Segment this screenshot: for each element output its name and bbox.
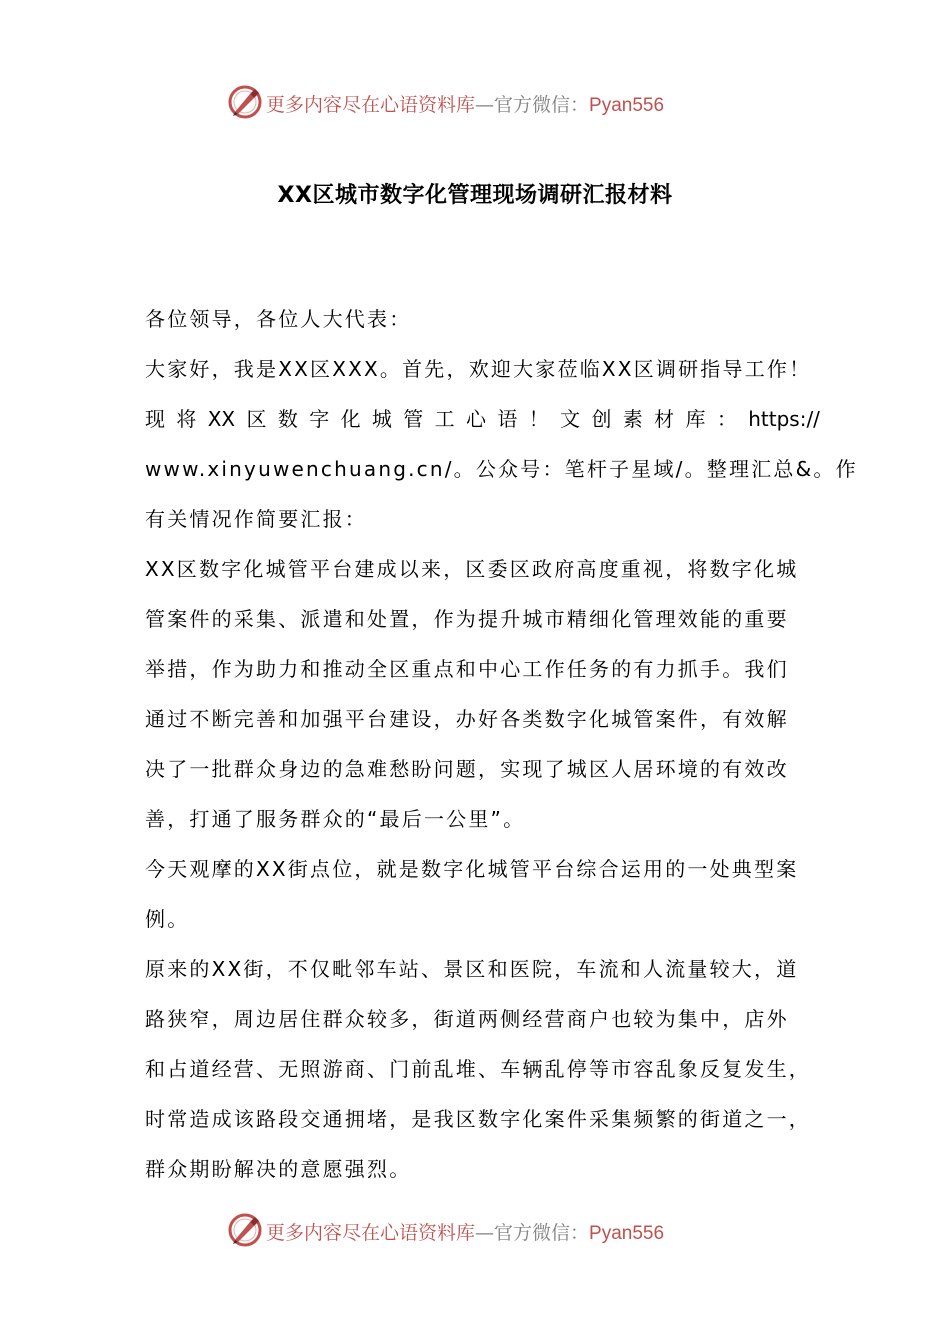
body-line: 善，打通了服务群众的“最后一公里”。: [145, 807, 526, 831]
body-line: www.xinyuwenchuang.cn/。公众号：笔杆子星域/。整理汇总&。作: [145, 457, 858, 481]
spread-char: 管: [403, 407, 424, 431]
banner-wechat-id: Pyan556: [589, 1223, 665, 1244]
body-line: 时常造成该路段交通拥堵，是我区数字化案件采集频繁的街道之一，: [145, 1107, 811, 1131]
banner-separator: —: [475, 94, 495, 116]
banner-separator: —: [475, 1222, 495, 1244]
spread-char: 字: [309, 407, 330, 431]
spread-char: 创: [591, 407, 612, 431]
body-line: 原来的XX街，不仅毗邻车站、景区和医院，车流和人流量较大，道: [145, 957, 799, 981]
footer-watermark-banner: [0, 1209, 950, 1253]
spread-char: 城: [371, 407, 392, 431]
spread-char: 数: [277, 407, 298, 431]
spread-char: 材: [654, 407, 675, 431]
banner-label: 官方微信：: [494, 94, 590, 116]
spread-char: ！: [528, 407, 549, 431]
document-title: XX区城市数字化管理现场调研汇报材料: [277, 183, 673, 208]
body-line: XX区数字化城管平台建成以来，区委区政府高度重视，将数字化城: [145, 557, 799, 581]
spread-char: 将: [176, 407, 197, 431]
pen-nib-logo-icon: [226, 83, 264, 121]
body-line: 今天观摩的XX街点位，就是数字化城管平台综合运用的一处典型案: [145, 857, 799, 881]
pen-nib-logo-icon: [226, 1211, 264, 1249]
banner-wechat-id: Pyan556: [589, 95, 665, 116]
spread-char: 心: [466, 407, 486, 431]
body-line: 例。: [145, 907, 190, 931]
spread-char: 工: [434, 407, 455, 431]
body-line: 大家好，我是XX区XXX。首先，欢迎大家莅临XX区调研指导工作！: [145, 357, 812, 381]
body-line: 举措，作为助力和推动全区重点和中心工作任务的有力抓手。我们: [145, 657, 789, 681]
body-line: 群众期盼解决的意愿强烈。: [145, 1157, 412, 1181]
spread-char: https://: [748, 407, 820, 431]
body-line: 和占道经营、无照游商、门前乱堆、车辆乱停等市容乱象反复发生，: [145, 1057, 811, 1081]
spread-char: XX: [207, 407, 236, 431]
header-watermark-banner: [0, 81, 950, 125]
spread-char: 库: [685, 407, 706, 431]
spread-char: 语: [497, 407, 518, 431]
banner-main-text: 更多内容尽在心语资料库: [266, 1222, 476, 1244]
body-line: 各位领导，各位人大代表：: [145, 307, 412, 331]
spread-char: ：: [716, 407, 737, 431]
body-line: 有关情况作简要汇报：: [145, 507, 367, 531]
banner-label: 官方微信：: [494, 1222, 590, 1244]
spread-char: 素: [622, 407, 643, 431]
banner-main-text: 更多内容尽在心语资料库: [266, 94, 476, 116]
spread-char: 文: [560, 407, 581, 431]
banner-text: [266, 1218, 664, 1245]
body-line: 路狭窄，周边居住群众较多，街道两侧经营商户也较为集中，店外: [145, 1007, 789, 1031]
body-line: 管案件的采集、派遣和处置，作为提升城市精细化管理效能的重要: [145, 607, 789, 631]
body-line: 通过不断完善和加强平台建设，办好各类数字化城管案件，有效解: [145, 707, 789, 731]
spread-char: 现: [145, 407, 165, 431]
spread-char: 区: [246, 407, 267, 431]
spread-char: 化: [340, 407, 361, 431]
body-line-spread: [145, 401, 820, 451]
document-body: [145, 301, 858, 1201]
body-line: 决了一批群众身边的急难愁盼问题，实现了城区人居环境的有效改: [145, 757, 789, 781]
banner-text: [266, 90, 664, 117]
